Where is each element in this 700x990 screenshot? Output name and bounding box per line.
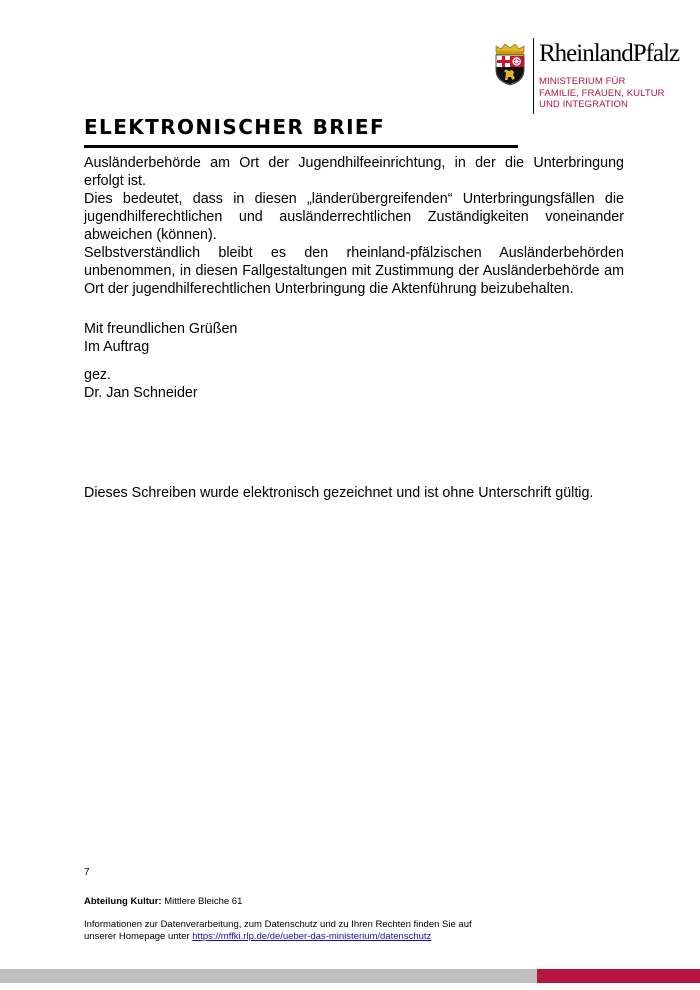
coat-of-arms-icon xyxy=(493,42,527,86)
letter-body xyxy=(84,154,624,298)
ministry-logo xyxy=(493,38,693,118)
privacy-link[interactable]: https://mffki.rlp.de/de/ueber-das-ministerium/datenschutz xyxy=(192,930,432,942)
electronic-signature-note: Dieses Schreiben wurde elektronisch gezeichnet und ist ohne Unterschrift gültig. xyxy=(84,485,594,501)
closing-greeting: Mit freundlichen Grüßen xyxy=(84,321,238,337)
page-number: 7 xyxy=(84,867,90,878)
signature-gez: gez. xyxy=(84,367,112,383)
ministry-name xyxy=(539,76,665,111)
closing-block xyxy=(84,320,237,356)
body-paragraph: Ausländerbehörde am Ort der Jugendhilfeeinrichtung, in der die Unterbringung erfolgt ist. xyxy=(84,155,624,189)
closing-on-behalf: Im Auftrag xyxy=(84,339,150,355)
document-type-heading: ELEKTRONISCHER BRIEF xyxy=(84,115,386,139)
logo-divider xyxy=(533,38,534,114)
department-label: Abteilung Kultur: xyxy=(84,896,162,907)
privacy-prefix: unserer Homepage unter xyxy=(84,930,190,942)
ministry-line: UND INTEGRATION xyxy=(539,99,628,110)
footer-bar-red xyxy=(537,969,700,983)
body-paragraph: Dies bedeutet, dass in diesen „länderübergreifenden“ Unterbringungsfällen die jugendhilferechtlichen und ausländerrechtlichen Zuständigkeiten voneinander abweichen (können). xyxy=(84,191,624,243)
department-line xyxy=(84,896,242,907)
ministry-line: MINISTERIUM FÜR xyxy=(539,76,626,87)
privacy-line xyxy=(84,931,472,943)
signature-block xyxy=(84,366,198,402)
body-paragraph: Selbstverständlich bleibt es den rheinland-pfälzischen Ausländerbehörden unbenommen, in diesen Fallgestaltungen mit Zustimmung der Ausländerbehörde am Ort der jugendhilferechtlichen Unterbringung die Aktenführung beizubehalten. xyxy=(84,245,624,297)
logo-wordmark: RheinlandPfalz xyxy=(539,40,680,67)
privacy-line: Informationen zur Datenverarbeitung, zum Datenschutz und zu Ihren Rechten finden Sie auf xyxy=(84,919,472,930)
department-address: Mittlere Bleiche 61 xyxy=(164,896,243,907)
footer-bar-gray xyxy=(0,969,537,983)
privacy-notice xyxy=(84,919,472,942)
signature-name: Dr. Jan Schneider xyxy=(84,385,198,401)
ministry-line: FAMILIE, FRAUEN, KULTUR xyxy=(539,87,665,99)
heading-divider xyxy=(84,145,518,148)
